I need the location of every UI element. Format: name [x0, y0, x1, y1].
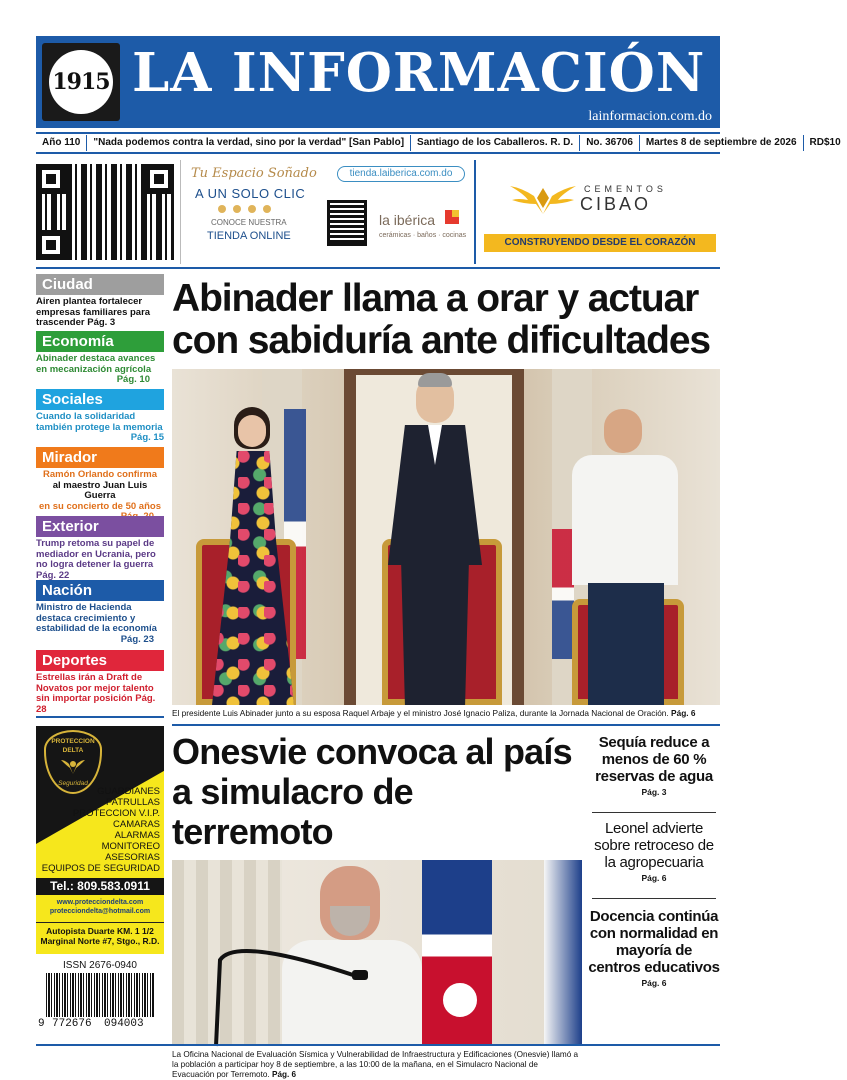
- divider: [36, 267, 720, 269]
- ad-la-iberica[interactable]: [180, 160, 470, 264]
- section-text: Ministro de Hacienda destaca crecimiento y estabilidad de la economía: [36, 602, 157, 634]
- section-page: Pág. 3: [87, 317, 116, 328]
- microphone-icon: [206, 930, 376, 1046]
- cibao-name-top: CEMENTOS: [584, 184, 667, 194]
- seal-logo: [42, 43, 120, 121]
- iberica-small: CONOCE NUESTRA: [211, 218, 287, 227]
- issue-price: RD$10: [809, 137, 841, 148]
- barcode-digit: 094003: [104, 1018, 144, 1030]
- section-page: Pág. 10: [116, 374, 150, 385]
- section-text-b: al maestro Juan Luis Guerra: [52, 479, 148, 501]
- issue-motto: "Nada podemos contra la verdad, sino por la verdad" [San Pablo]: [87, 135, 411, 151]
- newspaper-title: LA INFORMACIÓN: [132, 42, 706, 104]
- section-deportes[interactable]: [36, 650, 164, 715]
- lead-photo-caption: [172, 708, 720, 718]
- barcode-digit: 772676: [52, 1018, 92, 1030]
- ad-web: [36, 898, 164, 916]
- ad-email[interactable]: protecciondelta@hotmail.com: [49, 908, 151, 915]
- iberica-logo-icon: [445, 210, 459, 224]
- issue-date: Martes 8 de septiembre de 2026: [640, 135, 804, 151]
- section-text: Cuando la solidaridad también protege la memoria: [36, 411, 163, 433]
- section-title: Nación: [36, 580, 164, 601]
- iberica-store: TIENDA ONLINE: [207, 230, 291, 242]
- divider: [172, 724, 720, 726]
- section-page: Pág. 28: [36, 693, 156, 715]
- brief-item[interactable]: [588, 820, 720, 883]
- section-text: Abinader destaca avances en mecanización agrícola: [36, 353, 156, 375]
- badge-low: Seguridad: [58, 780, 88, 787]
- section-ciudad[interactable]: [36, 274, 164, 329]
- second-headline[interactable]: [172, 732, 582, 852]
- brief-title: Sequía reduce a menos de 60 % reservas de agua: [595, 734, 713, 785]
- divider: [592, 898, 716, 899]
- brief-title: Leonel advierte sobre retroceso de la agropecuaria: [594, 820, 714, 871]
- lead-headline[interactable]: [172, 278, 720, 362]
- seal-year: 1915: [52, 69, 110, 95]
- cibao-name: CIBAO: [580, 194, 652, 214]
- headline-line: a simulacro de terremoto: [172, 771, 413, 852]
- barcode-digit: 9: [38, 1018, 45, 1030]
- section-text: Estrellas irán a Draft de Novatos por mejor talento sin importar posición: [36, 672, 154, 704]
- newspaper-url[interactable]: lainformacion.com.do: [588, 109, 712, 124]
- address-line: Marginal Norte #7, Stgo., R.D.: [40, 936, 160, 946]
- section-economia[interactable]: [36, 331, 164, 386]
- cibao-slogan: CONSTRUYENDO DESDE EL CORAZÓN: [484, 234, 716, 252]
- lead-photo[interactable]: [172, 369, 720, 705]
- badge-top: PROTECCION: [51, 738, 95, 745]
- service-item: ALARMAS: [114, 830, 160, 841]
- address-line: Autopista Duarte KM. 1 1/2: [46, 926, 154, 936]
- issue-city: Santiago de los Caballeros. R. D.: [411, 135, 580, 151]
- section-text-a: Ramón Orlando confirma: [42, 469, 157, 480]
- section-page: Pág. 23: [120, 633, 154, 645]
- section-page: Pág. 15: [130, 432, 164, 443]
- service-item: GUARDIANES: [97, 786, 160, 797]
- divider: [36, 716, 164, 718]
- badge-mid: DELTA: [62, 747, 84, 754]
- section-nacion[interactable]: [36, 580, 164, 645]
- issue-info-bar: [36, 132, 841, 154]
- service-item: EQUIPOS DE SEGURIDAD: [41, 863, 160, 874]
- brief-title: Docencia continúa con normalidad en mayoría de centros educativos: [588, 908, 720, 976]
- services-list: [42, 786, 160, 874]
- section-title: Mirador: [36, 447, 164, 468]
- issue-number: No. 36706: [580, 135, 640, 151]
- iberica-logo: la ibérica: [379, 212, 436, 228]
- brief-item[interactable]: [588, 734, 720, 797]
- service-item: MONITOREO: [101, 841, 160, 852]
- caption-text: El presidente Luis Abinader junto a su esposa Raquel Arbaje y el ministro José Ignacio Paliza, durante la Jornada Nacional de Oración.: [172, 708, 669, 718]
- caption-page: Pág. 6: [671, 708, 696, 718]
- eagle-icon: [61, 756, 85, 776]
- iberica-tagline: A UN SOLO CLIC: [195, 186, 306, 201]
- iberica-logo-sub: cerámicas · baños · cocinas: [379, 232, 467, 239]
- ad-cementos-cibao[interactable]: [474, 160, 720, 264]
- service-item: ASESORIAS: [105, 852, 160, 863]
- section-title: Ciudad: [36, 274, 164, 295]
- iberica-script: Tu Espacio Soñado: [191, 166, 317, 181]
- masthead: [36, 36, 720, 128]
- issue-year: Año 110: [36, 135, 87, 151]
- headline-line: Onesvie convoca al país: [172, 731, 572, 772]
- iberica-qr-icon[interactable]: [327, 200, 367, 246]
- service-item: PATRULLAS: [105, 797, 160, 808]
- section-title: Deportes: [36, 650, 164, 671]
- section-title: Sociales: [36, 389, 164, 410]
- section-mirador[interactable]: [36, 447, 164, 523]
- section-text-c: en su concierto de 50 años: [39, 500, 161, 512]
- iberica-dots-icon: [217, 204, 277, 214]
- brief-page: Pág. 3: [641, 787, 667, 797]
- headline-line: Abinader llama a orar y actuar: [172, 277, 699, 320]
- brief-page: Pág. 6: [641, 873, 667, 883]
- section-sociales[interactable]: [36, 389, 164, 444]
- shield-badge-icon: [44, 730, 102, 794]
- second-photo-caption: [172, 1050, 582, 1080]
- section-title: Economía: [36, 331, 164, 352]
- section-text: Airen plantea fortalecer empresas familiares para trascender: [36, 296, 151, 328]
- iberica-url[interactable]: tienda.laiberica.com.do: [337, 166, 465, 182]
- ad-strip: [36, 160, 720, 264]
- second-photo[interactable]: [172, 860, 582, 1046]
- qr-code-icon[interactable]: [36, 164, 174, 260]
- eagle-logo-icon: [510, 178, 576, 218]
- brief-page: Pág. 6: [641, 978, 667, 988]
- section-page: Pág. 22: [36, 569, 70, 581]
- service-item: CAMARAS: [113, 819, 160, 830]
- ad-website[interactable]: www.protecciondelta.com: [56, 899, 144, 906]
- brief-item[interactable]: [588, 908, 720, 988]
- ad-phone[interactable]: Tel.: 809.583.0911: [36, 878, 164, 895]
- ad-proteccion-delta[interactable]: [36, 726, 164, 954]
- bottom-rule: [36, 1044, 720, 1046]
- divider: [592, 812, 716, 813]
- caption-text: La Oficina Nacional de Evaluación Sísmica y Vulnerabilidad de Infraestructura y Edificaciones (Onesvie) llamó a la población a participar hoy 8 de septiembre, a las 10:00 de la mañana, en el Simulacro Nacional de Evacuación por Terremoto.: [172, 1050, 579, 1079]
- ad-address: [36, 922, 164, 946]
- section-title: Exterior: [36, 516, 164, 537]
- section-text: Trump retoma su papel de mediador en Ucrania, pero no logra detener la guerra: [36, 538, 156, 570]
- issn: ISSN 2676-0940: [63, 960, 137, 971]
- headline-line: con sabiduría ante dificultades: [172, 319, 711, 362]
- section-exterior[interactable]: [36, 516, 164, 581]
- caption-page: Pág. 6: [271, 1070, 297, 1079]
- service-item: PROTECCION V.I.P.: [72, 808, 160, 819]
- barcode-icon: [46, 973, 154, 1017]
